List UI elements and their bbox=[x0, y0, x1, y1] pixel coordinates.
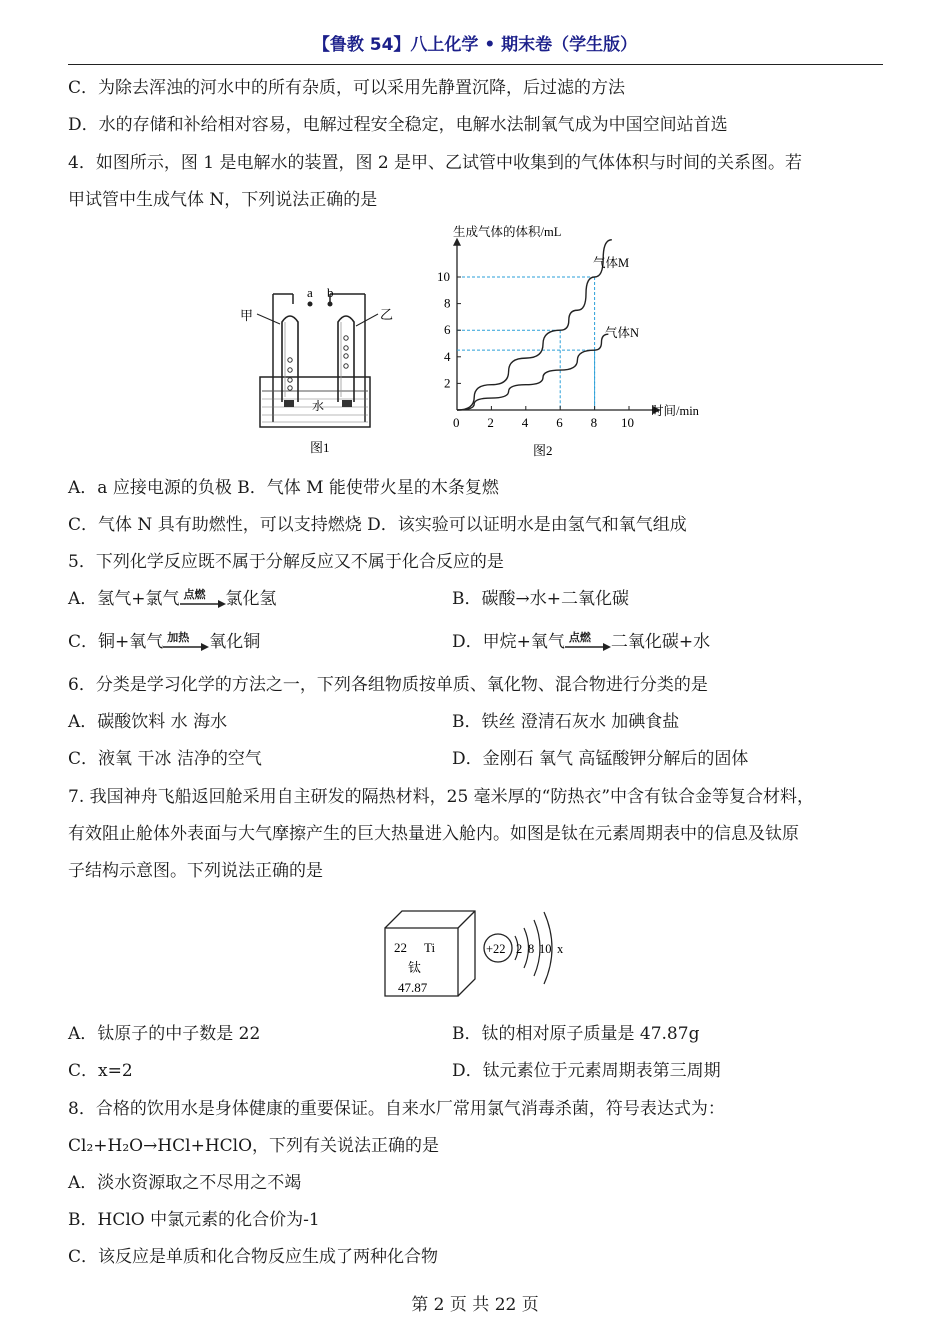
question-7-option-a: A．钛原子的中子数是 22 bbox=[68, 1024, 261, 1044]
question-6-stem: 6．分类是学习化学的方法之一，下列各组物质按单质、氧化物、混合物进行分类的是 bbox=[68, 675, 708, 695]
y-tick-label: 2 bbox=[444, 375, 451, 391]
option-c-reactants: C．铜+氧气 bbox=[68, 632, 164, 652]
option-d-reactants: D．甲烷+氧气 bbox=[452, 632, 565, 652]
x-tick-label: 10 bbox=[621, 415, 634, 430]
question-8-equation: Cl₂+H₂O→HCl+HClO，下列有关说法正确的是 bbox=[68, 1136, 440, 1156]
series-label-gas-n: 气体N bbox=[605, 326, 640, 340]
figure-2-volume-time-chart bbox=[425, 220, 725, 465]
question-4-options-cd: C．气体 N 具有助燃性，可以支持燃烧 D．该实验可以证明水是由氢气和氧气组成 bbox=[68, 515, 687, 535]
terminal-a-label: a bbox=[307, 285, 313, 300]
condition-label: 加热 bbox=[167, 630, 190, 644]
question-5-stem: 5．下列化学反应既不属于分解反应又不属于化合反应的是 bbox=[68, 552, 504, 572]
titanium-atom-structure-diagram bbox=[478, 900, 578, 995]
y-tick-label: 10 bbox=[437, 269, 450, 284]
question-5-option-a bbox=[68, 588, 277, 610]
question-3-option-d: D．水的存储和补给相对容易，电解过程安全稳定，电解水法制氧气成为中国空间站首选 bbox=[68, 115, 728, 135]
question-6-option-d: D．金刚石 氧气 高锰酸钾分解后的固体 bbox=[452, 749, 749, 769]
water-label: 水 bbox=[312, 399, 325, 413]
question-5-option-d bbox=[452, 631, 710, 653]
page-footer: 第 2 页 共 22 页 bbox=[411, 1295, 539, 1315]
y-tick-label: 6 bbox=[444, 322, 451, 338]
question-7-option-d: D．钛元素位于元素周期表第三周期 bbox=[452, 1061, 721, 1081]
condition-arrow-ignite bbox=[565, 630, 611, 653]
figure-1-caption: 图1 bbox=[310, 440, 330, 455]
shell-3-electrons: 10 bbox=[539, 942, 552, 956]
y-tick-label: 4 bbox=[444, 348, 451, 364]
y-axis-label: 生成气体的体积/mL bbox=[453, 225, 562, 239]
question-7-stem-line2: 有效阻止舱体外表面与大气摩擦产生的巨大热量进入舱内。如图是钛在元素周期表中的信息及钛原 bbox=[68, 824, 799, 844]
question-6-option-a: A．碳酸饮料 水 海水 bbox=[68, 712, 228, 732]
condition-arrow-heat bbox=[163, 630, 209, 653]
option-a-reactants: A．氢气+氯气 bbox=[68, 589, 180, 609]
question-6-option-b: B．铁丝 澄清石灰水 加碘食盐 bbox=[452, 712, 680, 732]
question-8-option-b: B．HClO 中氯元素的化合价为-1 bbox=[68, 1210, 320, 1230]
reaction-arrow-icon bbox=[180, 600, 226, 608]
question-6-option-c: C．液氧 干冰 洁净的空气 bbox=[68, 749, 262, 769]
condition-arrow-ignite bbox=[180, 587, 226, 610]
question-3-option-c: C．为除去浑浊的河水中的所有杂质，可以采用先静置沉降，后过滤的方法 bbox=[68, 78, 626, 98]
question-7-option-c: C．x=2 bbox=[68, 1061, 133, 1081]
question-7-stem-line1: 7. 我国神舟飞船返回舱采用自主研发的隔热材料，25 毫米厚的“防热衣”中含有钛合金等复合材料， bbox=[68, 787, 815, 807]
origin-label: 0 bbox=[453, 415, 460, 430]
shell-4-electrons: x bbox=[557, 942, 564, 956]
shell-1-electrons: 2 bbox=[516, 942, 523, 956]
nucleus-charge: +22 bbox=[486, 942, 506, 956]
question-5-option-b: B．碳酸→水+二氧化碳 bbox=[452, 589, 629, 609]
series-line-gas-n bbox=[457, 334, 608, 410]
question-7-option-b: B．钛的相对原子质量是 47.87g bbox=[452, 1024, 700, 1044]
question-8-option-c: C．该反应是单质和化合物反应生成了两种化合物 bbox=[68, 1247, 439, 1267]
question-8-option-a: A．淡水资源取之不尽用之不竭 bbox=[68, 1173, 302, 1193]
atomic-mass: 47.87 bbox=[398, 980, 428, 995]
question-4-stem-line2: 甲试管中生成气体 N，下列说法正确的是 bbox=[68, 190, 378, 210]
option-d-products: 二氧化碳+水 bbox=[610, 632, 711, 652]
question-4-stem-line1: 4．如图所示，图 1 是电解水的装置，图 2 是甲、乙试管中收集到的气体体积与时间的关系图。若 bbox=[68, 153, 803, 173]
question-7-stem-line3: 子结构示意图。下列说法正确的是 bbox=[68, 861, 323, 881]
x-tick-label: 6 bbox=[556, 415, 563, 430]
terminal-b-label: b bbox=[327, 285, 334, 300]
question-8-stem-line1: 8．合格的饮用水是身体健康的重要保证。自来水厂常用氯气消毒杀菌，符号表达式为： bbox=[68, 1099, 725, 1119]
figure-2-caption: 图2 bbox=[533, 443, 553, 458]
option-c-products: 氧化铜 bbox=[209, 632, 261, 652]
question-5-option-c bbox=[68, 631, 260, 653]
titanium-element-card bbox=[380, 908, 480, 1003]
option-a-products: 氯化氢 bbox=[225, 589, 277, 609]
shell-2-electrons: 8 bbox=[528, 942, 535, 956]
question-4-options-ab: A．a 应接电源的负极 B．气体 M 能使带火星的木条复燃 bbox=[68, 478, 499, 498]
page-header: 【鲁教 54】八上化学 • 期末卷（学生版） bbox=[312, 35, 638, 55]
condition-label: 点燃 bbox=[183, 587, 206, 601]
x-tick-label: 2 bbox=[487, 415, 494, 430]
x-tick-label: 8 bbox=[590, 415, 598, 430]
atomic-number: 22 bbox=[394, 940, 407, 955]
condition-label: 点燃 bbox=[568, 630, 591, 644]
figure-1-electrolysis-apparatus bbox=[230, 282, 400, 460]
element-name: 钛 bbox=[408, 960, 422, 975]
header-divider bbox=[68, 64, 883, 65]
tube-jia-label: 甲 bbox=[240, 308, 254, 323]
reaction-arrow-icon bbox=[163, 643, 209, 651]
element-symbol: Ti bbox=[424, 940, 436, 955]
tube-yi-label: 乙 bbox=[380, 307, 394, 322]
series-label-gas-m: 气体M bbox=[593, 256, 630, 270]
reaction-arrow-icon bbox=[565, 643, 611, 651]
y-tick-label: 8 bbox=[444, 295, 451, 311]
x-axis-label: 时间/min bbox=[651, 404, 699, 418]
x-tick-label: 4 bbox=[521, 415, 529, 430]
